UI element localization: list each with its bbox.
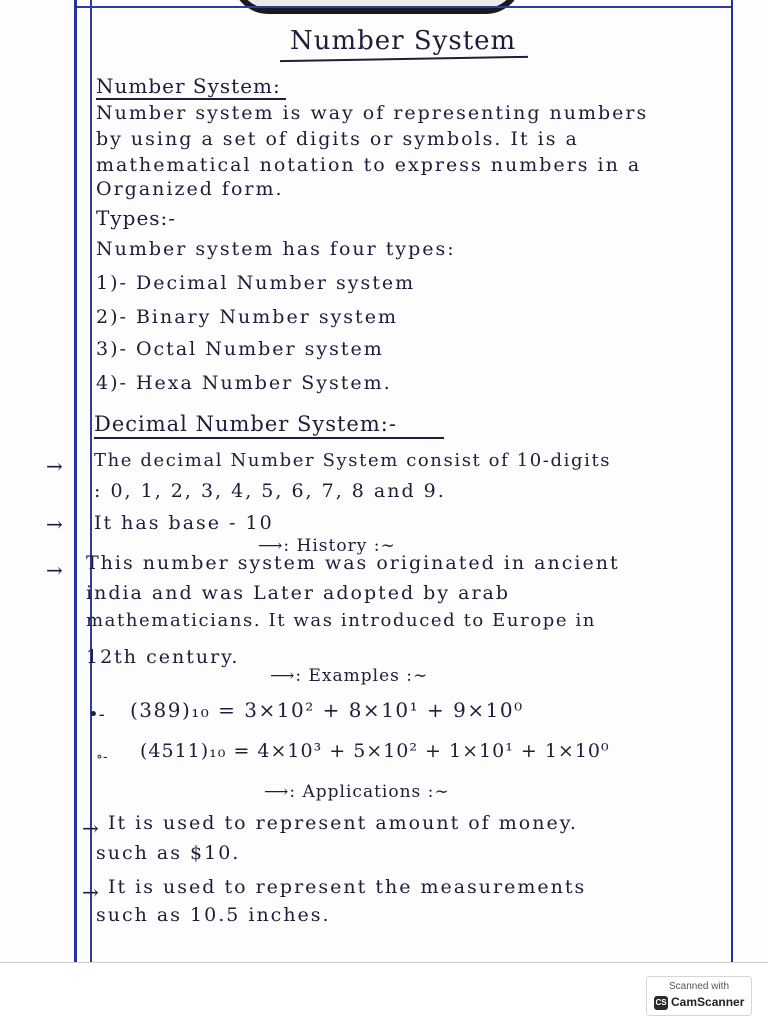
history-line: 12th century. — [86, 646, 240, 668]
arrow-bullet-icon: → — [82, 816, 99, 840]
example-line: (4511)₁₀ = 4×10³ + 5×10² + 1×10¹ + 1×10⁰ — [140, 740, 610, 762]
type-item: 2)- Binary Number system — [96, 306, 398, 328]
application-line-continued: such as $10. — [96, 842, 241, 864]
decimal-point-continued: : 0, 1, 2, 3, 4, 5, 6, 7, 8 and 9. — [94, 480, 446, 502]
title-underline — [280, 56, 528, 62]
examples-heading-wrap — [270, 668, 428, 685]
applications-heading-wrap — [264, 784, 450, 801]
definition-line: Number system is way of representing numbers — [96, 102, 649, 124]
heading-underline — [94, 437, 444, 439]
type-item: 4)- Hexa Number System. — [96, 372, 392, 394]
history-line: mathematicians. It was introduced to Europe in — [86, 610, 597, 631]
heading-underline — [96, 98, 286, 100]
application-line-continued: such as 10.5 inches. — [96, 904, 331, 926]
right-margin-line — [731, 0, 733, 962]
examples-heading: Examples — [308, 666, 400, 686]
arrow-bullet-icon: → — [46, 512, 63, 536]
watermark-brand: CamScanner — [671, 995, 745, 1009]
types-heading: Types:- — [96, 206, 177, 230]
top-rule — [76, 6, 731, 8]
squiggle-icon: :∼ — [406, 666, 429, 686]
squiggle-arrow-icon: ⟶: — [258, 536, 291, 556]
arrow-bullet-icon: → — [82, 880, 99, 904]
application-line: It is used to represent amount of money. — [108, 812, 578, 834]
page-edge — [0, 962, 768, 963]
example-line: (389)₁₀ = 3×10² + 8×10¹ + 9×10⁰ — [130, 698, 524, 722]
definition-line: mathematical notation to express numbers in a — [96, 154, 642, 176]
squiggle-arrow-icon: ⟶: — [270, 666, 303, 686]
history-heading: History — [296, 536, 368, 556]
type-item: 3)- Octal Number system — [96, 338, 384, 360]
decimal-point: The decimal Number System consist of 10-digits — [94, 450, 612, 471]
definition-line: by using a set of digits or symbols. It is a — [96, 128, 579, 150]
application-line: It is used to represent the measurements — [108, 876, 587, 898]
camscanner-watermark — [646, 976, 752, 1016]
history-line: india and was Later adopted by arab — [86, 582, 511, 604]
type-item: 1)- Decimal Number system — [96, 272, 416, 294]
applications-heading: Applications — [302, 782, 422, 802]
arrow-bullet-icon: → — [46, 454, 63, 478]
decimal-section-heading: Decimal Number System:- — [94, 412, 397, 436]
camscanner-logo-icon: CS — [654, 996, 668, 1010]
arrow-bullet-icon: → — [46, 558, 63, 582]
squiggle-arrow-icon: ⟶: — [264, 782, 297, 802]
left-margin-line — [74, 0, 77, 962]
bullet-dot-icon: ∘- — [96, 749, 108, 765]
section-heading-number-system: Number System: — [96, 74, 281, 98]
types-intro: Number system has four types: — [96, 238, 456, 260]
squiggle-icon: :∼ — [427, 782, 450, 802]
bullet-dot-icon: •- — [88, 704, 105, 725]
decimal-point: It has base - 10 — [94, 512, 274, 534]
definition-line: Organized form. — [96, 178, 284, 200]
squiggle-icon: :∼ — [373, 536, 396, 556]
history-line: This number system was originated in ancient — [86, 552, 620, 574]
watermark-caption: Scanned with — [668, 981, 730, 992]
page-title: Number System — [290, 26, 517, 56]
